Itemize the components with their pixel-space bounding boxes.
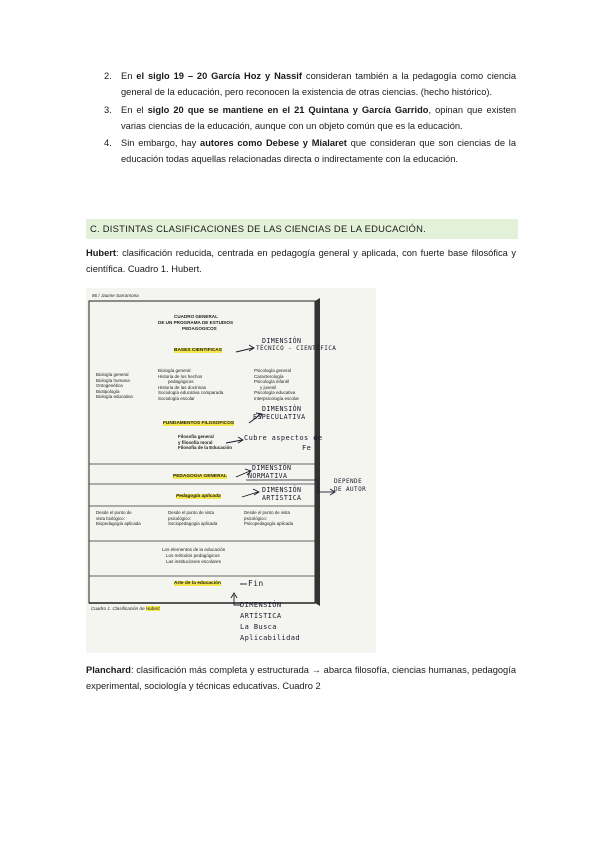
figure-lines xyxy=(86,288,376,653)
list-text: , opinan que existen varias ciencias de la educación, aunque con un objeto común que es la educación. xyxy=(121,104,516,131)
hubert-text: : clasificación reducida, centrada en pedagogía general y aplicada, con fuerte base filosófica y científica. Cuadro 1. Hubert. xyxy=(86,248,516,275)
cuadro-1-figure xyxy=(86,288,376,653)
list-text: consideran también a la pedagogía como ciencia general de la educación, pero reconocen la existencia de otras ciencias. (hecho histórico). xyxy=(121,71,516,98)
list-number: 3. xyxy=(104,104,112,115)
list-number: 2. xyxy=(104,71,112,81)
sub2-list: Desde el punto de vista psicológico: Sociopedagogía aplicada xyxy=(168,510,218,527)
list-text: Sin embargo, hay xyxy=(121,138,201,149)
planchard-paragraph xyxy=(86,662,516,695)
list-bold-text: autores como Debese y Mialaret xyxy=(200,138,347,149)
filosofia-list: Filosofía general y filosofía moral Filosofía de la Educación xyxy=(178,434,233,451)
pedagogia-general: PEDAGOGIA GENERAL xyxy=(173,474,227,479)
handwritten-note: DE AUTOR xyxy=(334,486,367,493)
arte-de-la-educacion: Arte de la educación xyxy=(174,581,221,586)
handwritten-note: TÉCNICO - CIENTÍFICA xyxy=(256,345,337,352)
list-item xyxy=(86,135,516,168)
handwritten-note: Fin xyxy=(248,579,264,588)
list-bold-text: el siglo 19 – 20 García Hoz y Nassif xyxy=(136,71,302,81)
col2-list: Biología general Historia de los hechos pedagógicos Historia de las doctrinas Sociología educativa comparada Sociología escolar xyxy=(158,368,224,401)
handwritten-note: DIMENSIÓN xyxy=(262,405,302,413)
bases-cientificas: BASES CIENTIFICAS xyxy=(174,348,222,353)
figure-caption: Cuadro 1. Clasificación de Hubert xyxy=(91,606,160,611)
pedagogia-aplicada: Pedagogía aplicada xyxy=(176,494,221,499)
planchard-name: Planchard xyxy=(86,665,131,675)
handwritten-note: Cubre aspectos de xyxy=(244,434,323,442)
fundamentos-filosoficos: FUNDAMENTOS FILOSOFICOS xyxy=(163,421,235,426)
col1-list: Biología general Biología humana Ontogenética Biotipología Biología educativa xyxy=(96,372,133,400)
list-text: que consideran que son ciencias de la educación todas aquellas relacionadas directa o indirectamente con la educación. xyxy=(121,138,516,165)
elementos-list: Los elementos de la educación Los métodos pedagógicos Las instituciones escolares xyxy=(162,547,226,564)
hubert-paragraph xyxy=(86,245,516,278)
numbered-list xyxy=(86,68,516,169)
figure-title-line: PEDAGOGICOS xyxy=(182,326,217,331)
handwritten-note: ESPECULATIVA xyxy=(253,413,306,421)
handwritten-note: DIMENSIÓN xyxy=(262,337,302,345)
list-text: En xyxy=(121,71,137,81)
list-bold-text: siglo 20 que se mantiene en el 21 Quintana y García Garrido xyxy=(147,104,429,115)
list-number: 4. xyxy=(104,138,112,149)
figure-title-line: CUADRO GENERAL xyxy=(174,314,218,319)
handwritten-note: DIMENSIÓN xyxy=(262,486,302,494)
handwritten-note: DIMENSIÓN xyxy=(252,464,292,472)
sub3-list: Desde el punto de vista psicológico: Psicopedagogía aplicada xyxy=(244,510,294,527)
handwritten-note: ARTÍSTICA xyxy=(262,494,302,502)
section-heading: C. DISTINTAS CLASIFICACIONES DE LAS CIENCIAS DE LA EDUCACIÓN. xyxy=(86,219,518,239)
figure-title-line: DE UN PROGRAMA DE ESTUDIOS xyxy=(158,320,234,325)
col3-list: Psicología general Caracterología Psicología infantil y juvenil Psicología educativa Interpsicología escolar xyxy=(254,368,300,401)
handwritten-note: Fe xyxy=(302,444,312,452)
hubert-name: Hubert xyxy=(86,248,116,258)
list-item xyxy=(86,102,516,135)
sub1-list: Desde el punto de vista biológico: Biopedagogía aplicada xyxy=(96,510,141,527)
list-item xyxy=(86,68,516,101)
handwritten-note: DEPENDE xyxy=(334,478,363,485)
handwritten-note: NORMATIVA xyxy=(248,472,288,480)
handwritten-note-block: DIMENSIÓN ARTÍSTICA La Busca Aplicabilidad xyxy=(240,601,300,642)
planchard-text: : clasificación más completa y estructurada → abarca filosofía, ciencias humanas, pedagogía experimental, sociología y técnicas educativas. Cuadro 2 xyxy=(86,665,516,692)
list-text: En el xyxy=(121,104,148,115)
scan-page-header: 86 / Jaume Sarramona xyxy=(92,293,139,298)
